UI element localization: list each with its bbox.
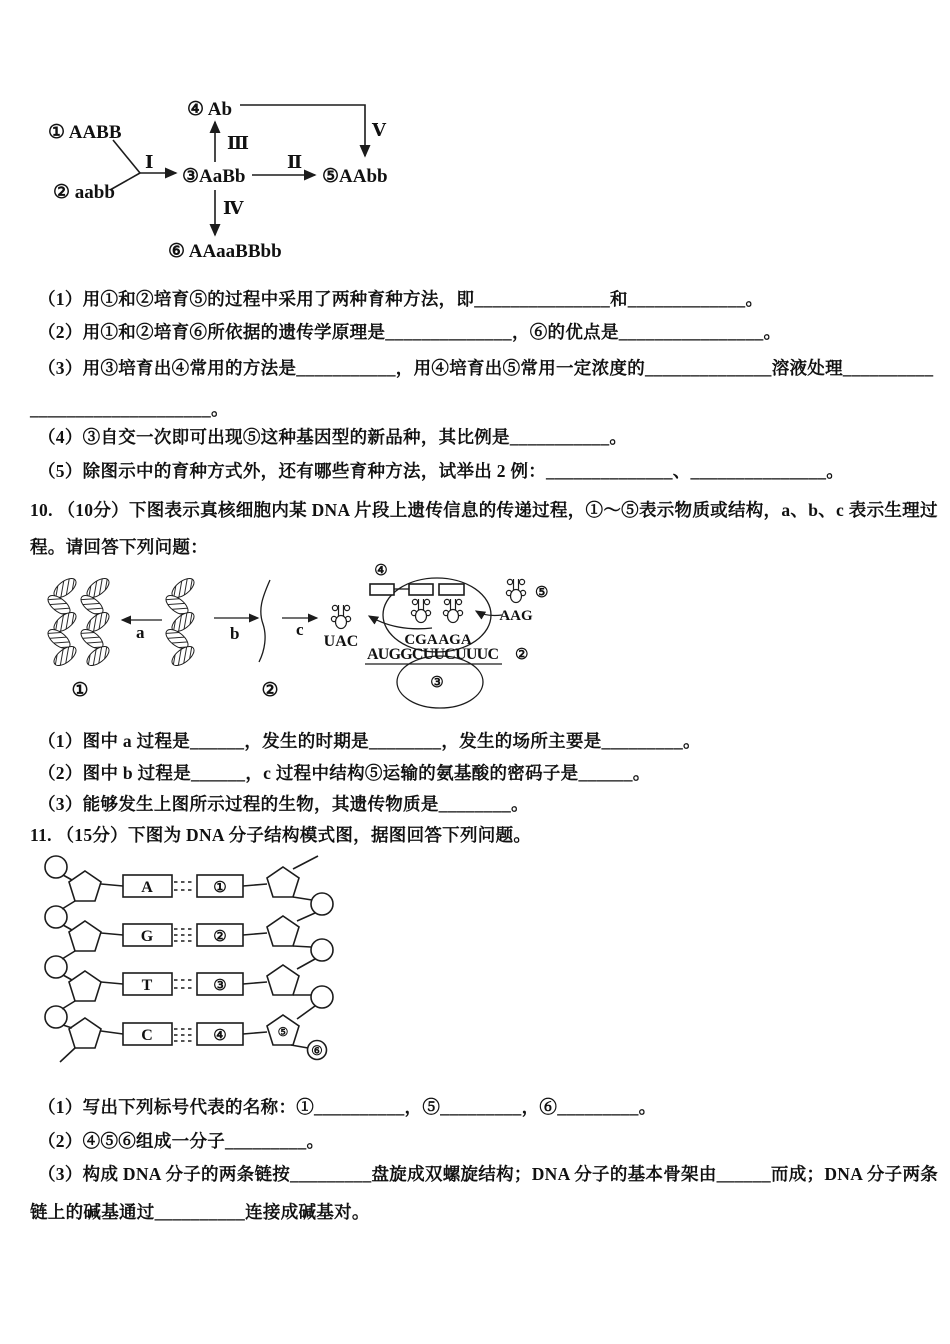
q9-item-3b: ____________________。 [30, 399, 229, 419]
q11-item-3: （3）构成 DNA 分子的两条链按_________盘旋成双螺旋结构；DNA 分子的基本骨架由______而成；DNA 分子两条 [38, 1164, 939, 1184]
sugar-num-5-label: ⑤ [277, 1025, 289, 1039]
process-roman-4: Ⅳ [223, 198, 244, 218]
base-pair-row-4 [101, 1023, 267, 1045]
q10-header-line1: 10. （10分）下图表示真核细胞内某 DNA 片段上遗传信息的传递过程，①～⑤表示物质或结构，a、b、c 表示生理过 [30, 500, 938, 520]
trna-leaving-icon [331, 605, 350, 629]
base-num-2-label: ② [213, 929, 227, 945]
q11-item-1: （1）写出下列标号代表的名称：①__________，⑤_________，⑥_________。 [38, 1097, 657, 1117]
q10-item-1: （1）图中 a 过程是______，发生的时期是________，发生的场所主要是_________。 [38, 731, 701, 751]
process-a-label: a [136, 623, 145, 642]
anticodon-cga-label: CGA [404, 632, 438, 648]
q9-item-2: （2）用①和②培育⑥所依据的遗传学原理是______________，⑥的优点是________________。 [38, 322, 782, 342]
left-backbone-phosphates [45, 856, 67, 1028]
process-roman-5: Ⅴ [372, 120, 386, 140]
dna-double-helix-pair [45, 575, 112, 669]
base-G-label: G [140, 928, 154, 945]
mrna-sequence: AUGGCUUCUUUC [367, 646, 499, 663]
genotype-node-1: ① AABB [48, 122, 122, 143]
dna-single-helix [163, 575, 197, 669]
structure-label-3: ③ [430, 675, 444, 691]
right-backbone-sugars [267, 867, 299, 1045]
terminal-group-6 [308, 1041, 327, 1060]
q10-item-2: （2）图中 b 过程是______，c 过程中结构⑤运输的氨基酸的密码子是______。 [38, 763, 651, 783]
genotype-node-3: ③AaBb [182, 166, 246, 187]
q10-header-line2: 程。请回答下列问题： [30, 537, 208, 557]
anticodon-aga-label: AGA [438, 632, 472, 648]
base-pair-row-1 [101, 875, 267, 897]
process-roman-3: Ⅲ [227, 133, 249, 153]
anticodon-aag-label: AAG [499, 608, 533, 624]
genotype-node-2: ② aabb [53, 182, 115, 203]
structure-label-1: ① [71, 680, 89, 701]
process-roman-1: Ⅰ [145, 152, 154, 172]
q11-header: 11. （15分）下图为 DNA 分子结构模式图，据图回答下列问题。 [30, 825, 532, 845]
base-T-label: T [141, 977, 153, 994]
structure-label-4: ④ [374, 563, 388, 579]
q11-item-2: （2）④⑤⑥组成一分子_________。 [38, 1131, 325, 1151]
mrna-strand-curve [259, 580, 270, 662]
q9-item-4: （4）③自交一次即可出现⑤这种基因型的新品种，其比例是___________。 [38, 427, 628, 447]
dna-structure-diagram [25, 853, 360, 1071]
trna-in-ribosome-icons [411, 599, 462, 623]
polypeptide-chain [370, 584, 464, 595]
q9-item-1: （1）用①和②培育⑤的过程中采用了两种育种方法，即_______________和_____________。 [38, 289, 764, 309]
structure-label-5: ⑤ [535, 585, 549, 601]
genotype-node-6: ⑥ AAaaBBbb [168, 241, 282, 262]
q9-item-5: （5）除图示中的育种方式外，还有哪些育种方法，试举出 2 例：______________、_______________。 [38, 461, 845, 481]
q9-item-3: （3）用③培育出④常用的方法是___________，用④培育出⑤常用一定浓度的______________溶液处理__________ [38, 358, 934, 378]
anticodon-uac-label: UAC [323, 633, 359, 650]
base-pair-row-2 [101, 924, 267, 946]
gene-expression-diagram [30, 556, 550, 721]
left-backbone-sugars [69, 871, 101, 1048]
process-b-label: b [230, 624, 240, 643]
process-roman-2: Ⅱ [287, 152, 303, 172]
genotype-node-4: ④ Ab [187, 99, 233, 120]
base-pair-row-3 [101, 973, 267, 995]
q10-item-3: （3）能够发生上图所示过程的生物，其遗传物质是________。 [38, 794, 529, 814]
base-num-3-label: ③ [213, 978, 227, 994]
right-backbone-phosphates [311, 893, 333, 1008]
base-num-1-label: ① [213, 880, 227, 896]
base-num-4-label: ④ [213, 1028, 227, 1044]
base-A-label: A [141, 879, 153, 896]
structure-label-2: ② [261, 680, 279, 701]
q11-item-3b: 链上的碱基通过__________连接成碱基对。 [30, 1202, 370, 1222]
structure-label-2b: ② [515, 647, 529, 663]
breeding-diagram [38, 92, 458, 282]
genotype-node-5: ⑤AAbb [322, 166, 388, 187]
process-c-label: c [296, 620, 304, 639]
terminal-num-6-label: ⑥ [311, 1043, 323, 1058]
base-C-label: C [141, 1027, 153, 1044]
